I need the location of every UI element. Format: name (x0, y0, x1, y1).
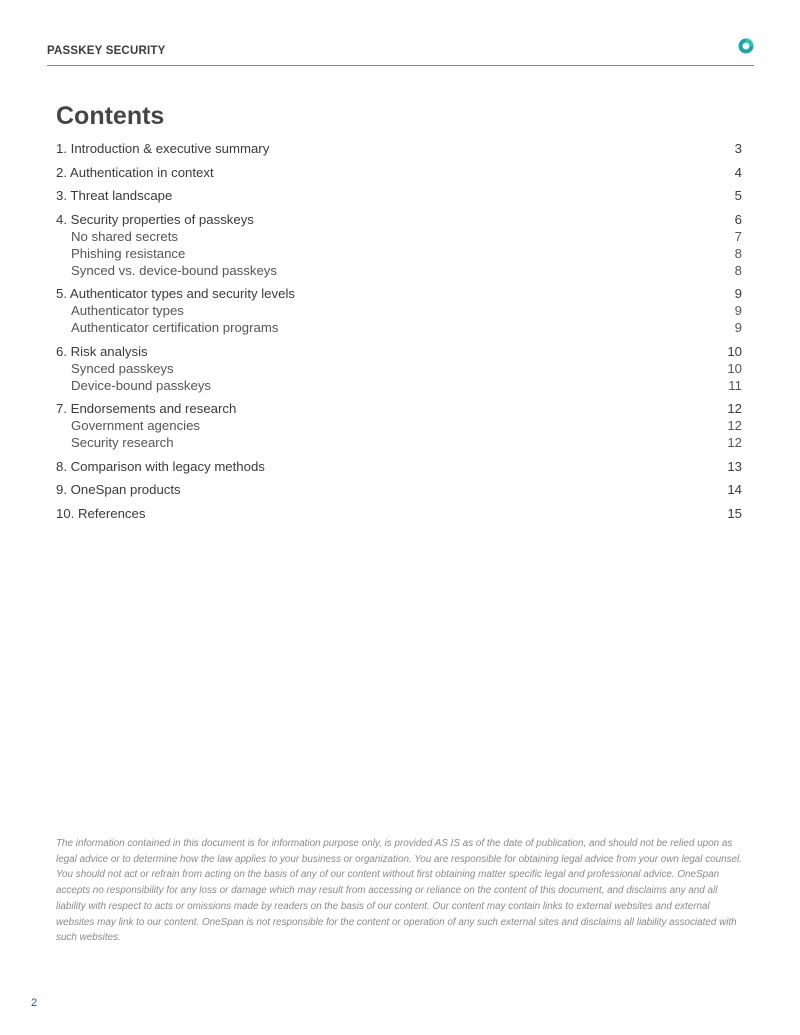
toc-subentry-title: Authenticator types (71, 303, 184, 318)
toc-entry-title: 8. Comparison with legacy methods (56, 458, 265, 474)
contents-heading: Contents (56, 102, 165, 130)
toc-entry-page: 13 (727, 458, 742, 474)
toc-section (56, 164, 742, 181)
toc-subentry-page: 9 (734, 303, 742, 318)
toc-subentry-page: 11 (728, 377, 742, 393)
toc-entry-page: 14 (727, 482, 742, 497)
toc-entry[interactable] (56, 400, 742, 417)
toc-subentry[interactable] (56, 245, 742, 262)
toc-section (56, 505, 742, 522)
toc-subentry[interactable] (56, 228, 742, 245)
toc-entry-page: 6 (734, 211, 742, 227)
toc-subentry-title: Device-bound passkeys (71, 377, 212, 393)
toc-entry-title: 6. Risk analysis (56, 343, 148, 359)
toc-entry[interactable] (56, 211, 742, 228)
page-header (47, 38, 754, 66)
toc-entry-title: 2. Authentication in context (56, 164, 214, 180)
toc-subentry-page: 12 (727, 418, 742, 433)
toc-subentry[interactable] (56, 302, 742, 319)
toc-subentry[interactable] (56, 360, 742, 377)
toc-section (56, 458, 742, 475)
toc-subentry-title: Government agencies (71, 418, 201, 433)
toc-subentry[interactable] (56, 377, 742, 394)
toc-subentry[interactable] (56, 262, 742, 279)
toc-entry-page: 4 (734, 164, 742, 180)
toc-entry[interactable] (56, 343, 742, 360)
toc-subentry-page: 8 (734, 245, 742, 261)
toc-section (56, 481, 742, 498)
toc-subentry-page: 9 (734, 320, 742, 335)
toc-subentry-title: Phishing resistance (71, 245, 186, 261)
document-title: PASSKEY SECURITY (47, 45, 166, 57)
page-number: 2 (31, 997, 38, 1009)
toc-entry[interactable] (56, 505, 742, 522)
toc-subentry[interactable] (56, 434, 742, 451)
toc-section (56, 140, 742, 157)
toc-entry-title: 4. Security properties of passkeys (56, 211, 254, 227)
toc-section (56, 285, 742, 336)
onespan-logo-icon (738, 38, 754, 54)
toc-subentry-page: 12 (727, 435, 742, 450)
toc-subentry-title: No shared secrets (71, 228, 179, 244)
toc-entry[interactable] (56, 458, 742, 475)
toc-subentry-page: 8 (734, 262, 742, 278)
toc-subentry[interactable] (56, 319, 742, 336)
toc-entry-page: 10 (727, 343, 742, 359)
toc-entry-page: 12 (727, 401, 742, 416)
toc-entry-page: 5 (734, 188, 742, 203)
toc-entry[interactable] (56, 481, 742, 498)
toc-subentry-title: Synced vs. device-bound passkeys (71, 262, 277, 278)
toc-entry-page: 9 (734, 286, 742, 301)
toc-section (56, 187, 742, 204)
toc-subentry-title: Synced passkeys (71, 360, 174, 376)
toc-entry[interactable] (56, 164, 742, 181)
toc-entry-title: 5. Authenticator types and security levels (56, 286, 295, 301)
toc-entry-title: 3. Threat landscape (56, 188, 173, 203)
toc-section (56, 211, 742, 279)
toc-entry-title: 7. Endorsements and research (56, 401, 237, 416)
toc-entry-title: 1. Introduction & executive summary (56, 141, 270, 156)
toc-entry-page: 3 (734, 141, 742, 156)
toc-subentry-title: Authenticator certification programs (71, 320, 279, 335)
toc-entry[interactable] (56, 187, 742, 204)
toc-entry-page: 15 (727, 505, 742, 521)
toc-entry[interactable] (56, 140, 742, 157)
toc-section (56, 400, 742, 451)
toc-subentry-title: Security research (71, 435, 174, 450)
toc-subentry-page: 7 (734, 228, 742, 244)
toc-section (56, 343, 742, 394)
toc-entry-title: 9. OneSpan products (56, 482, 181, 497)
legal-disclaimer: The information contained in this document is for information purpose only, is provided AS IS as of the date of publication, and should not be relied upon as legal advice or to determine how the law applies to your business or organization. You are responsible for obtaining legal advice from your own legal counsel. You should not act or refrain from acting on the basis of any of our content without first obtaining matter specific legal and professional advice. OneSpan accepts no responsibility for any loss or damage which may result from accessing or reliance on the content of this document, and disclaims any and all liability with respect to acts or omissions made by readers on the basis of our content. Our content may contain links to external websites and external websites may link to our content. OneSpan is not responsible for the content or operation of any such external sites and disclaims all liability associated with such websites. (56, 838, 742, 944)
toc-subentry-page: 10 (727, 360, 742, 376)
toc-subentry[interactable] (56, 417, 742, 434)
toc-entry-title: 10. References (56, 505, 146, 521)
table-of-contents (56, 140, 742, 528)
toc-entry[interactable] (56, 285, 742, 302)
